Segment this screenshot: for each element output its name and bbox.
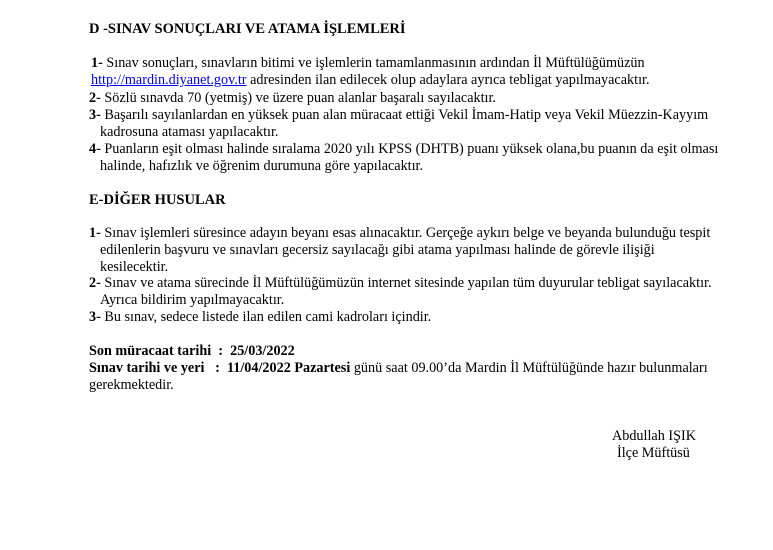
- item-line: [89, 55, 749, 72]
- section-e-item-1: [89, 225, 749, 276]
- item-line: [89, 225, 749, 242]
- item-text: Sınav işlemleri süresince adayın beyanı esas alınacaktır. Gerçeğe aykırı belge ve beyanda bulunduğu tespit: [100, 225, 711, 241]
- section-d-item-1: [89, 55, 749, 89]
- item-number: 1-: [91, 55, 103, 71]
- item-line: [89, 90, 749, 107]
- exam-label: Sınav tarihi ve yeri: [89, 360, 205, 376]
- item-number: 2-: [89, 90, 101, 106]
- item-number: 3-: [89, 107, 101, 123]
- section-d-item-3: [89, 107, 749, 141]
- item-line: halinde, hafızlık ve öğrenim durumuna göre yapılacaktır.: [100, 158, 424, 174]
- exam-line-2: gerekmektedir.: [89, 377, 174, 393]
- section-d-heading: D -SINAV SONUÇLARI VE ATAMA İŞLEMLERİ: [89, 21, 406, 37]
- application-separator: :: [211, 343, 231, 359]
- exam-separator: :: [204, 360, 227, 376]
- application-deadline: [89, 343, 295, 360]
- section-d-item-4: [89, 141, 749, 175]
- item-line: kadrosuna ataması yapılacaktır.: [100, 124, 279, 140]
- item-line: [89, 275, 749, 292]
- section-e-item-3: [89, 309, 749, 326]
- item-text: Başarılı sayılanlardan en yüksek puan alan müracaat ettiği Vekil İmam-Hatip veya Vekil Müezzin-Kayyım: [100, 107, 709, 123]
- item-line: kesilecektir.: [100, 259, 169, 275]
- item-number: 3-: [89, 309, 101, 325]
- item-line: [89, 360, 708, 377]
- signature-title: İlçe Müftüsü: [617, 445, 690, 461]
- application-label: Son müracaat tarihi: [89, 343, 212, 359]
- section-e-item-2: [89, 275, 749, 309]
- section-d-item-2: [89, 90, 749, 107]
- item-line: edilenlerin başvuru ve sınavları gecersiz sayılacağı gibi atama yapılması halinde de görevle ilişiği: [100, 242, 655, 258]
- item-text: Sınav sonuçları, sınavların bitimi ve işlemlerin tamamlanmasının ardından İl Müftülüğümüzün: [102, 55, 645, 71]
- item-text: Sözlü sınavda 70 (yetmiş) ve üzere puan alanlar başaralı sayılacaktır.: [100, 90, 496, 106]
- website-link[interactable]: http://mardin.diyanet.gov.tr: [91, 72, 247, 88]
- item-text: adresinden ilan edilecek olup adaylara ayrıca tebligat yapılmayacaktır.: [246, 72, 650, 88]
- item-line: [89, 72, 749, 89]
- item-line: Ayrıca bildirim yapılmayacaktır.: [100, 292, 285, 308]
- item-text: Sınav ve atama sürecinde İl Müftülüğümüzün internet sitesinde yapılan tüm duyurular tebligat sayılacaktır.: [100, 275, 712, 291]
- item-line: [89, 107, 749, 124]
- exam-date: 11/04/2022 Pazartesi: [226, 360, 351, 376]
- item-number: 2-: [89, 275, 101, 291]
- item-number: 1-: [89, 225, 101, 241]
- item-text: Puanların eşit olması halinde sıralama 2020 yılı KPSS (DHTB) puanı yüksek olana,bu puanın da eşit olması: [100, 141, 719, 157]
- item-text: Bu sınav, sedece listede ilan edilen cami kadroları içindir.: [100, 309, 432, 325]
- signature-name: Abdullah IŞIK: [612, 428, 696, 444]
- exam-date-place: [89, 360, 708, 394]
- application-date: 25/03/2022: [230, 343, 295, 359]
- item-line: [89, 309, 749, 326]
- exam-details: günü saat 09.00’da Mardin İl Müftülüğünde hazır bulunmaları: [350, 360, 708, 376]
- item-number: 4-: [89, 141, 101, 157]
- item-line: [89, 141, 749, 158]
- section-e-heading: E-DİĞER HUSULAR: [89, 192, 226, 208]
